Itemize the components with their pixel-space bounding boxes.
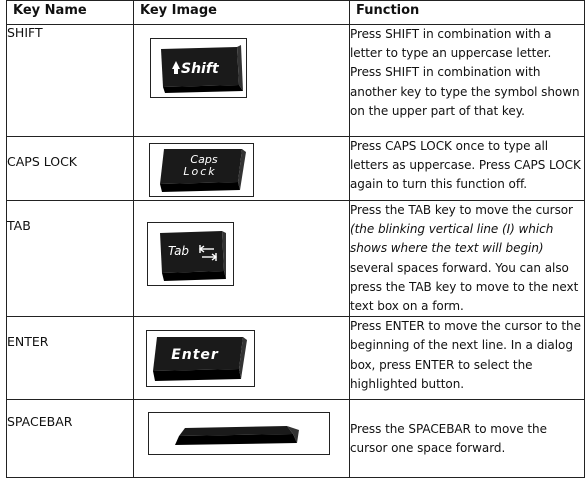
key-image-caps-lock-cell	[134, 137, 350, 201]
table-header-row	[7, 1, 585, 25]
function-caps-lock: Press CAPS LOCK once to type all letters as uppercase. Press CAPS LOCK again to turn this function off.	[350, 137, 585, 201]
table-row	[7, 400, 585, 478]
table-row	[7, 201, 585, 317]
function-tab-text-2: several spaces forward. You can also press the TAB key to move to the next text box on a form.	[350, 260, 579, 314]
key-name-spacebar: SPACEBAR	[7, 400, 134, 478]
header-function: Function	[350, 1, 585, 25]
caps-key-label-top: Caps	[190, 153, 218, 166]
spacebar-key-icon	[148, 412, 330, 455]
key-name-tab: TAB	[7, 201, 134, 317]
function-shift: Press SHIFT in combination with a letter to type an uppercase letter. Press SHIFT in combination with another key to type the symbol shown on the upper part of that key.	[350, 25, 585, 137]
header-key-image: Key Image	[134, 1, 350, 25]
function-spacebar: Press the SPACEBAR to move the cursor one space forward.	[350, 400, 585, 478]
table-row	[7, 25, 585, 137]
key-image-shift-cell	[134, 25, 350, 137]
function-enter: Press ENTER to move the cursor to the beginning of the next line. In a dialog box, press ENTER to select the highlighted button.	[350, 317, 585, 400]
key-image-spacebar-cell	[134, 400, 350, 478]
function-tab	[350, 201, 585, 317]
shift-key-label: Shift	[181, 61, 219, 77]
shift-key-icon	[150, 38, 247, 98]
enter-key-icon	[146, 330, 255, 387]
function-tab-italic: (the blinking vertical line (I) which shows where the text will begin)	[350, 222, 554, 256]
header-key-name: Key Name	[7, 1, 134, 25]
key-image-tab-cell	[134, 201, 350, 317]
table-row	[7, 137, 585, 201]
key-name-caps-lock: CAPS LOCK	[7, 137, 134, 201]
table-row	[7, 317, 585, 400]
key-name-enter: ENTER	[7, 317, 134, 400]
key-name-shift: SHIFT	[7, 25, 134, 137]
keyboard-keys-table	[6, 0, 585, 478]
caps-key-label-bottom: Lock	[183, 165, 217, 178]
tab-key-icon	[147, 222, 234, 286]
tab-key-label: Tab	[168, 244, 190, 258]
caps-lock-key-icon	[149, 143, 254, 197]
function-tab-text-1: Press the TAB key to move the cursor	[350, 203, 573, 217]
key-image-enter-cell	[134, 317, 350, 400]
enter-key-label: Enter	[171, 347, 219, 364]
